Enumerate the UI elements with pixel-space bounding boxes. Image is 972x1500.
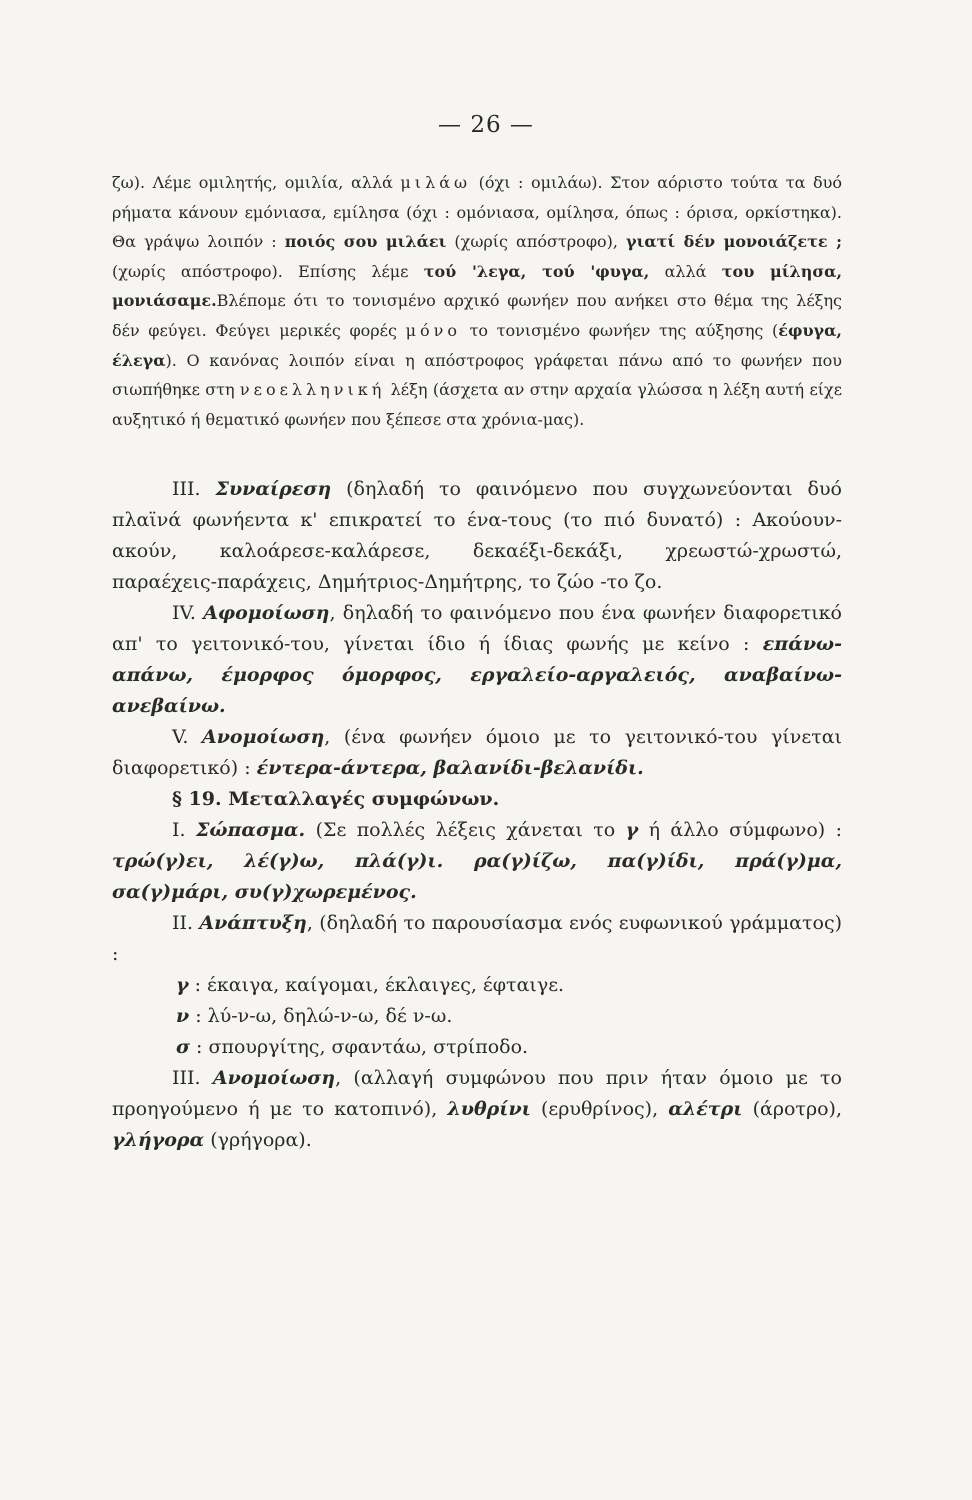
spaced-text: μόνο xyxy=(405,320,461,340)
text: (ερυθρίνος), xyxy=(530,1098,669,1120)
spaced-text: νεοελληνική xyxy=(239,380,386,400)
text: το τονισμένο φωνήεν της αύξησης ( xyxy=(460,320,779,340)
term-title: Ανάπτυξη xyxy=(199,912,307,934)
text: (δηλαδή το φαινόμενο που συγχωνεύονται δυό πλαϊνά φωνήεντα κ' επικρατεί το ένα-τους (το πιό δυνατό) : Ακούουν-ακούν, καλοάρεσε-καλάρεσε, δεκαέξι-δεκάξι, χρεωστώ-χρωστώ, παραέχεις-παράχεις, Δημήτριος-Δημήτρης, το ζώο -το ζο. xyxy=(112,478,842,593)
text: (χωρίς απόστροφο), xyxy=(446,232,627,252)
text: (γρήγορα). xyxy=(204,1129,312,1151)
term-title: Ανομοίωση xyxy=(212,1067,336,1089)
text: , (δηλαδή το παρουσίασμα ενός ευφωνικού γράμματος) : xyxy=(112,912,842,965)
consonant-line-sigma xyxy=(112,1032,842,1063)
consonant-line-nu xyxy=(112,1001,842,1032)
consonant-letter: ν xyxy=(176,1005,190,1027)
text: ). Ο κανόνας λοιπόν είναι η απόστροφος γράφεται πάνω από το φωνήεν που σιωπήθηκε στη xyxy=(112,350,842,400)
section-heading-text: § 19. Μεταλλαγές συμφώνων. xyxy=(172,788,500,810)
text: , δηλαδή το φαινόμενο που ένα φωνήεν διαφορετικό απ' το γειτονικό-του, γίνεται ίδιο ή ίδιας φωνής με κείνο : xyxy=(112,602,842,655)
text: (άροτρο), xyxy=(742,1098,843,1120)
term-title: Ανομοίωση xyxy=(202,726,325,748)
section-numeral: II. xyxy=(172,912,200,934)
text: : λύ-ν-ω, δηλώ-ν-ω, δέ ν-ω. xyxy=(189,1005,453,1027)
section-numeral: V. xyxy=(172,726,202,748)
section-anomoiosi-consonants xyxy=(112,1063,842,1156)
page-number: — 26 — xyxy=(438,112,534,138)
spaced-text: μιλάω xyxy=(400,173,472,192)
text: λέξη (άσχετα αν στην αρχαία γλώσσα η λέξη αυτή είχε αυξητικό ή θεματικό φωνήεν που ξέπεσε στα χρόνια-μας). xyxy=(112,380,842,429)
section-heading-19 xyxy=(112,784,842,815)
bold-example: του μίλησα, μονιάσαμε. xyxy=(112,261,843,311)
bold-example: γιατί δέν μονοιάζετε ; xyxy=(626,232,843,252)
consonant-letter: σ xyxy=(176,1036,191,1058)
section-numeral: I. xyxy=(172,819,196,841)
section-anomoiosi-vowels xyxy=(112,722,842,784)
text: ή άλλο σύμφωνο) : xyxy=(638,819,843,841)
term-title: Συναίρεση xyxy=(215,478,332,500)
text: , (ένα φωνήεν όμοιο με το γειτονικό-του γίνεται διαφορετικό) : xyxy=(112,726,842,779)
bold-example: τού 'λεγα, τού 'φυγα, xyxy=(423,261,650,281)
section-afomoiosi xyxy=(112,598,842,722)
term-title: Σώπασμα. xyxy=(195,819,306,841)
example-word: αλέτρι xyxy=(668,1098,743,1120)
example-word: λυθρίνι xyxy=(447,1098,531,1120)
main-content xyxy=(112,474,842,1156)
section-numeral: III. xyxy=(172,478,216,500)
examples: τρώ(γ)ει, λέ(γ)ω, πλά(γ)ι. ρα(γ)ίζω, πα(γ)ίδι, πρά(γ)μα, σα(γ)μάρι, συ(γ)χωρεμένος. xyxy=(112,850,842,903)
consonant-line-gamma xyxy=(112,970,842,1001)
text: (χωρίς απόστροφο). Επίσης λέμε xyxy=(112,261,424,281)
text: (όχι : ομιλάω). Στον αόριστο τούτα τα δυό ρήματα κάνουν εμόνιασα, εμίλησα (όχι : ομόνιασα, ομίλησα, όπως : όρισα, ορκίστηκα). Θα γράψω λοιπόν : xyxy=(112,173,842,252)
term-title: Αφομοίωση xyxy=(203,602,330,624)
text: (Σε πολλές λέξεις χάνεται το xyxy=(305,819,626,841)
section-synairesi xyxy=(112,474,842,598)
text: : σπουργίτης, σφαντάω, στρίποδο. xyxy=(190,1036,529,1058)
consonant-letter: γ xyxy=(176,974,189,996)
text: : έκαιγα, καίγομαι, έκλαιγες, έφταιγε. xyxy=(188,974,565,996)
letter-gamma: γ xyxy=(625,819,639,841)
text: Βλέπομε ότι το τονισμένο αρχικό φωνήεν που ανήκει στο θέμα της λέξης δέν φεύγει. Φεύγει μερικές φορές xyxy=(112,291,842,340)
examples: επάνω-απάνω, έμορφος όμορφος, εργαλείο-αργαλειός, αναβαίνω-ανεβαίνω. xyxy=(112,633,842,717)
paragraph-apostrophe-rule xyxy=(112,168,842,434)
example-word: γλήγορα xyxy=(112,1129,205,1151)
bold-example: ποιός σου μιλάει xyxy=(284,232,447,252)
section-sopasma xyxy=(112,815,842,908)
examples: έντερα-άντερα, βαλανίδι-βελανίδι. xyxy=(256,757,644,779)
text: ζω). Λέμε ομιλητής, ομιλία, αλλά xyxy=(112,173,401,192)
section-anaptyxi xyxy=(112,908,842,970)
text: , (αλλαγή συμφώνου που πριν ήταν όμοιο με το προηγούμενο ή με το κατοπινό), xyxy=(112,1067,842,1120)
text: αλλά xyxy=(649,261,722,281)
section-numeral: IV. xyxy=(172,602,204,624)
bold-example: έφυγα, έλεγα xyxy=(112,320,842,370)
section-numeral: III. xyxy=(172,1067,213,1089)
